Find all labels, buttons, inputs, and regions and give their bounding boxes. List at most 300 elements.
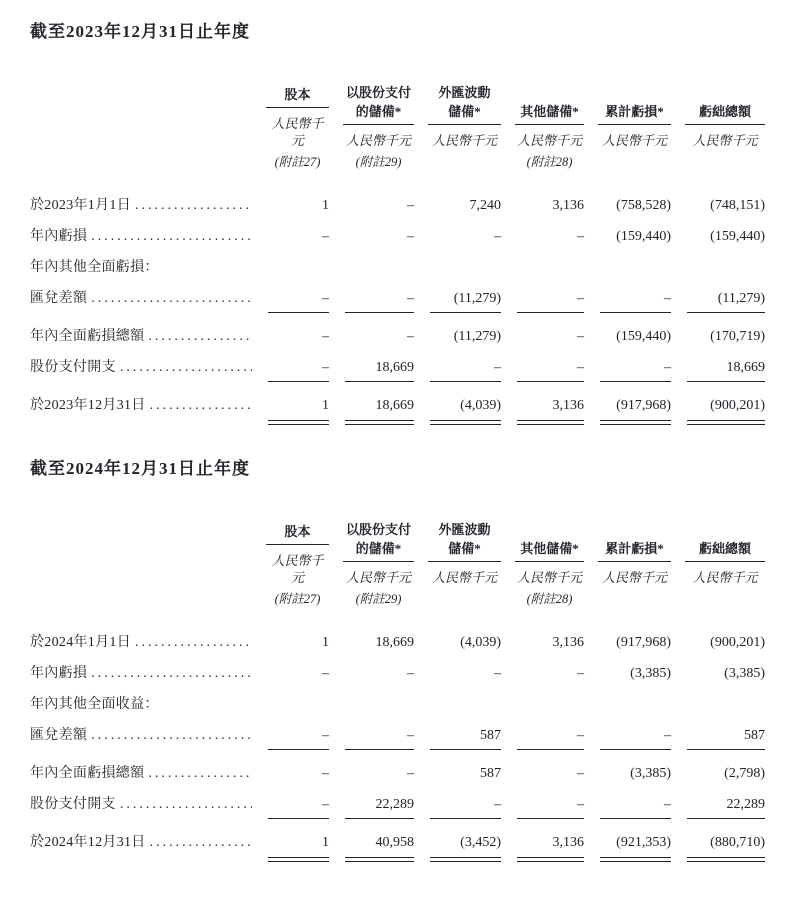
value-cell bbox=[584, 725, 671, 750]
table-row bbox=[30, 195, 765, 216]
value-cell bbox=[671, 832, 765, 862]
cell-value: – bbox=[407, 198, 414, 213]
column-header-inner bbox=[343, 83, 414, 171]
column-title bbox=[515, 83, 584, 121]
cell-value bbox=[329, 257, 414, 278]
value-cell bbox=[414, 357, 501, 382]
cell-value: – bbox=[577, 797, 584, 812]
table-row bbox=[30, 395, 765, 425]
single-rule bbox=[600, 312, 671, 313]
column-header-inner bbox=[428, 83, 501, 171]
row-label-cell bbox=[30, 195, 252, 216]
value-cell bbox=[414, 326, 501, 347]
single-rule bbox=[430, 312, 501, 313]
cell-value: 1 bbox=[322, 835, 329, 850]
double-rule bbox=[430, 420, 501, 425]
value-cell bbox=[329, 326, 414, 347]
row-label-cell bbox=[30, 694, 252, 715]
column-header bbox=[584, 66, 671, 171]
column-title-line: 股本 bbox=[284, 87, 311, 102]
dot-leader bbox=[87, 725, 252, 746]
column-title-line: 外匯波動 bbox=[438, 522, 491, 537]
column-title-line: 累計虧損* bbox=[605, 104, 664, 119]
row-label-cell bbox=[30, 632, 252, 653]
single-rule bbox=[517, 749, 584, 750]
row-label: 匯兌差額 bbox=[30, 728, 88, 743]
cell-value bbox=[414, 694, 501, 715]
cell-value: 3,136 bbox=[552, 398, 584, 413]
single-rule bbox=[430, 749, 501, 750]
column-header-rule bbox=[428, 561, 501, 562]
value-cell bbox=[414, 794, 501, 819]
value-cell bbox=[501, 832, 584, 862]
cell-value: – bbox=[322, 766, 329, 781]
cell-value: (11,279) bbox=[453, 291, 501, 306]
column-note: (附註27) bbox=[274, 592, 321, 606]
column-title bbox=[515, 520, 584, 558]
value-cell bbox=[414, 257, 501, 278]
value-cell bbox=[252, 663, 329, 684]
column-header bbox=[671, 503, 765, 608]
column-header-rule bbox=[598, 124, 671, 125]
value-cell bbox=[671, 357, 765, 382]
cell-value: (900,201) bbox=[710, 398, 765, 413]
single-rule bbox=[345, 312, 414, 313]
cell-value bbox=[414, 257, 501, 278]
cell-value: – bbox=[322, 728, 329, 743]
value-cell bbox=[252, 632, 329, 653]
single-rule bbox=[687, 749, 765, 750]
cell-value: – bbox=[407, 229, 414, 244]
value-cell bbox=[501, 257, 584, 278]
row-label-cell bbox=[30, 257, 252, 278]
value-cell bbox=[414, 632, 501, 653]
column-note bbox=[685, 591, 765, 608]
cell-value: 1 bbox=[322, 198, 329, 213]
cell-value: (3,385) bbox=[630, 766, 671, 781]
value-cell bbox=[671, 326, 765, 347]
double-rule bbox=[268, 420, 329, 425]
column-title-line: 儲備* bbox=[448, 104, 481, 119]
cell-value bbox=[501, 257, 584, 278]
cell-value: – bbox=[322, 360, 329, 375]
table-row bbox=[30, 763, 765, 784]
cell-value bbox=[671, 694, 765, 715]
column-header-inner bbox=[266, 66, 329, 171]
value-cell bbox=[414, 226, 501, 247]
column-title-line: 外匯波動 bbox=[438, 85, 491, 100]
column-header-rule bbox=[343, 561, 414, 562]
column-title bbox=[343, 83, 414, 121]
row-label: 於2024年12月31日 bbox=[30, 835, 146, 850]
table-row bbox=[30, 794, 765, 819]
value-cell bbox=[671, 395, 765, 425]
cell-value: – bbox=[494, 360, 501, 375]
single-rule bbox=[430, 818, 501, 819]
table-row bbox=[30, 832, 765, 862]
column-unit: 人民幣千元 bbox=[271, 553, 324, 585]
column-unit: 人民幣千元 bbox=[431, 133, 497, 148]
cell-value: 587 bbox=[744, 728, 765, 743]
value-cell bbox=[252, 763, 329, 784]
cell-value bbox=[501, 694, 584, 715]
cell-value: 3,136 bbox=[552, 835, 584, 850]
table-row bbox=[30, 725, 765, 750]
value-cell bbox=[584, 195, 671, 216]
column-unit: 人民幣千元 bbox=[601, 133, 667, 148]
column-header-rule bbox=[598, 561, 671, 562]
value-cell bbox=[252, 257, 329, 278]
section-title-2024: 截至2024年12月31日止年度 bbox=[30, 459, 250, 478]
cell-value: – bbox=[577, 666, 584, 681]
value-cell bbox=[584, 632, 671, 653]
column-title-line: 股本 bbox=[284, 524, 311, 539]
section-title-2023: 截至2023年12月31日止年度 bbox=[30, 22, 250, 41]
cell-value: – bbox=[494, 229, 501, 244]
single-rule bbox=[600, 749, 671, 750]
column-title-line: 其他儲備* bbox=[520, 541, 579, 556]
row-label: 股份支付開支 bbox=[30, 360, 116, 375]
column-title-line: 其他儲備* bbox=[520, 104, 579, 119]
value-cell bbox=[501, 694, 584, 715]
dot-leader bbox=[131, 195, 252, 216]
value-cell bbox=[414, 694, 501, 715]
equity-table-2024 bbox=[30, 503, 765, 862]
double-rule bbox=[600, 857, 671, 862]
single-rule bbox=[430, 381, 501, 382]
column-header bbox=[414, 66, 501, 171]
value-cell bbox=[329, 663, 414, 684]
row-label-cell bbox=[30, 288, 252, 313]
row-label-cell bbox=[30, 326, 252, 347]
double-rule bbox=[600, 420, 671, 425]
value-cell bbox=[584, 694, 671, 715]
column-unit: 人民幣千元 bbox=[516, 133, 582, 148]
column-header-inner bbox=[515, 520, 584, 608]
cell-value: – bbox=[664, 728, 671, 743]
row-label: 於2023年1月1日 bbox=[30, 198, 131, 213]
value-cell bbox=[329, 195, 414, 216]
cell-value: (900,201) bbox=[710, 635, 765, 650]
table-header-row bbox=[30, 503, 765, 608]
column-title bbox=[266, 503, 329, 541]
column-title bbox=[428, 520, 501, 558]
cell-value: 3,136 bbox=[552, 635, 584, 650]
cell-value: – bbox=[407, 766, 414, 781]
cell-value: 22,289 bbox=[375, 797, 414, 812]
value-cell bbox=[414, 288, 501, 313]
column-unit: 人民幣千元 bbox=[692, 570, 758, 585]
column-header bbox=[329, 503, 414, 608]
column-header-rule bbox=[685, 561, 765, 562]
row-label: 匯兌差額 bbox=[30, 291, 88, 306]
value-cell bbox=[501, 763, 584, 784]
value-cell bbox=[584, 663, 671, 684]
column-title bbox=[266, 66, 329, 104]
single-rule bbox=[268, 818, 329, 819]
cell-value bbox=[584, 694, 671, 715]
row-label-cell bbox=[30, 794, 252, 819]
column-header-inner bbox=[598, 520, 671, 608]
column-title-line: 儲備* bbox=[448, 541, 481, 556]
value-cell bbox=[501, 226, 584, 247]
value-cell bbox=[584, 257, 671, 278]
value-cell bbox=[329, 632, 414, 653]
single-rule bbox=[345, 818, 414, 819]
cell-value: – bbox=[664, 797, 671, 812]
cell-value: – bbox=[577, 360, 584, 375]
value-cell bbox=[584, 395, 671, 425]
column-header-rule bbox=[685, 124, 765, 125]
value-cell bbox=[414, 395, 501, 425]
column-header bbox=[252, 66, 329, 171]
value-cell bbox=[584, 832, 671, 862]
value-cell bbox=[501, 357, 584, 382]
value-cell bbox=[414, 663, 501, 684]
value-cell bbox=[252, 226, 329, 247]
value-cell bbox=[252, 195, 329, 216]
dot-leader bbox=[116, 357, 252, 378]
single-rule bbox=[687, 312, 765, 313]
row-label-cell bbox=[30, 832, 252, 862]
value-cell bbox=[329, 257, 414, 278]
cell-value: (159,440) bbox=[616, 329, 671, 344]
cell-value: – bbox=[322, 229, 329, 244]
cell-value: – bbox=[664, 291, 671, 306]
column-note bbox=[685, 154, 765, 171]
row-label: 年內全面虧損總額 bbox=[30, 766, 145, 781]
value-cell bbox=[671, 257, 765, 278]
dot-leader bbox=[87, 226, 252, 247]
cell-value: (3,385) bbox=[630, 666, 671, 681]
single-rule bbox=[600, 381, 671, 382]
dot-leader bbox=[144, 326, 252, 347]
value-cell bbox=[584, 794, 671, 819]
double-rule bbox=[517, 420, 584, 425]
cell-value: – bbox=[407, 329, 414, 344]
column-unit: 人民幣千元 bbox=[516, 570, 582, 585]
value-cell bbox=[329, 725, 414, 750]
table-row bbox=[30, 632, 765, 653]
value-cell bbox=[329, 763, 414, 784]
cell-value bbox=[252, 257, 329, 278]
cell-value: 7,240 bbox=[469, 198, 501, 213]
row-label: 年內全面虧損總額 bbox=[30, 329, 145, 344]
cell-value: (159,440) bbox=[710, 229, 765, 244]
table-row bbox=[30, 288, 765, 313]
cell-value: 40,958 bbox=[375, 835, 414, 850]
double-rule bbox=[268, 857, 329, 862]
cell-value: – bbox=[577, 728, 584, 743]
cell-value: (11,279) bbox=[453, 329, 501, 344]
cell-value: – bbox=[577, 229, 584, 244]
cell-value: 587 bbox=[480, 766, 501, 781]
column-title-line: 以股份支付 bbox=[345, 85, 411, 100]
column-unit: 人民幣千元 bbox=[271, 116, 324, 148]
column-header-rule bbox=[428, 124, 501, 125]
value-cell bbox=[671, 763, 765, 784]
cell-value: – bbox=[407, 291, 414, 306]
cell-value: (3,452) bbox=[460, 835, 501, 850]
cell-value bbox=[329, 694, 414, 715]
value-cell bbox=[329, 357, 414, 382]
row-label: 年內其他全面收益： bbox=[30, 697, 159, 712]
value-cell bbox=[252, 326, 329, 347]
column-title bbox=[428, 83, 501, 121]
cell-value: (758,528) bbox=[616, 198, 671, 213]
row-label: 年內其他全面虧損： bbox=[30, 260, 159, 275]
cell-value: – bbox=[494, 666, 501, 681]
row-label-cell bbox=[30, 395, 252, 425]
column-header bbox=[501, 66, 584, 171]
column-header bbox=[671, 66, 765, 171]
section-year-2023 bbox=[30, 20, 765, 425]
column-note: (附註29) bbox=[355, 155, 402, 169]
cell-value: (917,968) bbox=[616, 398, 671, 413]
cell-value: – bbox=[407, 728, 414, 743]
dot-leader bbox=[87, 663, 252, 684]
cell-value: – bbox=[577, 766, 584, 781]
value-cell bbox=[671, 694, 765, 715]
value-cell bbox=[671, 632, 765, 653]
cell-value: 1 bbox=[322, 398, 329, 413]
value-cell bbox=[414, 832, 501, 862]
value-cell bbox=[252, 395, 329, 425]
dot-leader bbox=[146, 395, 252, 416]
cell-value: 18,669 bbox=[726, 360, 765, 375]
table-row bbox=[30, 694, 765, 715]
double-rule bbox=[517, 857, 584, 862]
column-title-line: 累計虧損* bbox=[605, 541, 664, 556]
column-header bbox=[501, 503, 584, 608]
double-rule bbox=[345, 857, 414, 862]
cell-value: – bbox=[322, 329, 329, 344]
cell-value: – bbox=[494, 797, 501, 812]
column-header-inner bbox=[515, 83, 584, 171]
cell-value bbox=[584, 257, 671, 278]
column-header-rule bbox=[266, 107, 329, 108]
single-rule bbox=[687, 818, 765, 819]
single-rule bbox=[345, 381, 414, 382]
cell-value: 18,669 bbox=[375, 360, 414, 375]
column-header-inner bbox=[428, 520, 501, 608]
row-label-cell bbox=[30, 763, 252, 784]
row-label: 年內虧損 bbox=[30, 229, 88, 244]
column-title-line: 的儲備* bbox=[355, 104, 402, 119]
row-label: 年內虧損 bbox=[30, 666, 88, 681]
table-row bbox=[30, 257, 765, 278]
column-header-inner bbox=[343, 520, 414, 608]
value-cell bbox=[584, 357, 671, 382]
cell-value: (880,710) bbox=[710, 835, 765, 850]
cell-value: – bbox=[407, 666, 414, 681]
cell-value: (11,279) bbox=[717, 291, 765, 306]
column-unit: 人民幣千元 bbox=[431, 570, 497, 585]
dot-leader bbox=[87, 288, 252, 309]
cell-value: – bbox=[322, 666, 329, 681]
column-note: (附註27) bbox=[274, 155, 321, 169]
cell-value: 3,136 bbox=[552, 198, 584, 213]
cell-value: 1 bbox=[322, 635, 329, 650]
value-cell bbox=[671, 288, 765, 313]
column-header bbox=[584, 503, 671, 608]
cell-value: 18,669 bbox=[375, 635, 414, 650]
value-cell bbox=[501, 632, 584, 653]
cell-value: (3,385) bbox=[724, 666, 765, 681]
column-header-inner bbox=[598, 83, 671, 171]
column-title-line: 虧絀總額 bbox=[698, 104, 751, 119]
table-row bbox=[30, 326, 765, 347]
cell-value: (159,440) bbox=[616, 229, 671, 244]
single-rule bbox=[517, 312, 584, 313]
value-cell bbox=[329, 694, 414, 715]
value-cell bbox=[329, 395, 414, 425]
column-header bbox=[329, 66, 414, 171]
cell-value: – bbox=[322, 291, 329, 306]
value-cell bbox=[501, 326, 584, 347]
dot-leader bbox=[146, 832, 252, 853]
cell-value: (4,039) bbox=[460, 635, 501, 650]
column-title-line: 以股份支付 bbox=[345, 522, 411, 537]
column-note: (附註28) bbox=[526, 592, 573, 606]
value-cell bbox=[501, 288, 584, 313]
column-header-inner bbox=[266, 503, 329, 608]
row-label: 股份支付開支 bbox=[30, 797, 116, 812]
cell-value: – bbox=[664, 360, 671, 375]
column-unit: 人民幣千元 bbox=[345, 570, 411, 585]
value-cell bbox=[584, 226, 671, 247]
value-cell bbox=[414, 725, 501, 750]
column-unit: 人民幣千元 bbox=[601, 570, 667, 585]
value-cell bbox=[584, 326, 671, 347]
value-cell bbox=[329, 794, 414, 819]
value-cell bbox=[329, 832, 414, 862]
cell-value: 18,669 bbox=[375, 398, 414, 413]
table-row bbox=[30, 357, 765, 382]
cell-value: 587 bbox=[480, 728, 501, 743]
dot-leader bbox=[131, 632, 252, 653]
cell-value: – bbox=[577, 291, 584, 306]
single-rule bbox=[268, 749, 329, 750]
column-unit: 人民幣千元 bbox=[692, 133, 758, 148]
value-cell bbox=[252, 725, 329, 750]
column-note bbox=[598, 154, 671, 171]
row-label-cell bbox=[30, 725, 252, 750]
double-rule bbox=[345, 420, 414, 425]
row-label-cell bbox=[30, 226, 252, 247]
cell-value: (2,798) bbox=[724, 766, 765, 781]
column-header bbox=[414, 503, 501, 608]
row-label-cell bbox=[30, 663, 252, 684]
column-title bbox=[343, 520, 414, 558]
column-note: (附註28) bbox=[526, 155, 573, 169]
header-spacer bbox=[30, 66, 252, 171]
column-unit: 人民幣千元 bbox=[345, 133, 411, 148]
cell-value: – bbox=[322, 797, 329, 812]
cell-value: (921,353) bbox=[616, 835, 671, 850]
table-row bbox=[30, 663, 765, 684]
dot-leader bbox=[144, 763, 252, 784]
cell-value: (170,719) bbox=[710, 329, 765, 344]
value-cell bbox=[501, 395, 584, 425]
column-note bbox=[428, 154, 501, 171]
column-title-line: 虧絀總額 bbox=[698, 541, 751, 556]
value-cell bbox=[584, 288, 671, 313]
column-header bbox=[252, 503, 329, 608]
double-rule bbox=[430, 857, 501, 862]
value-cell bbox=[671, 226, 765, 247]
single-rule bbox=[687, 381, 765, 382]
